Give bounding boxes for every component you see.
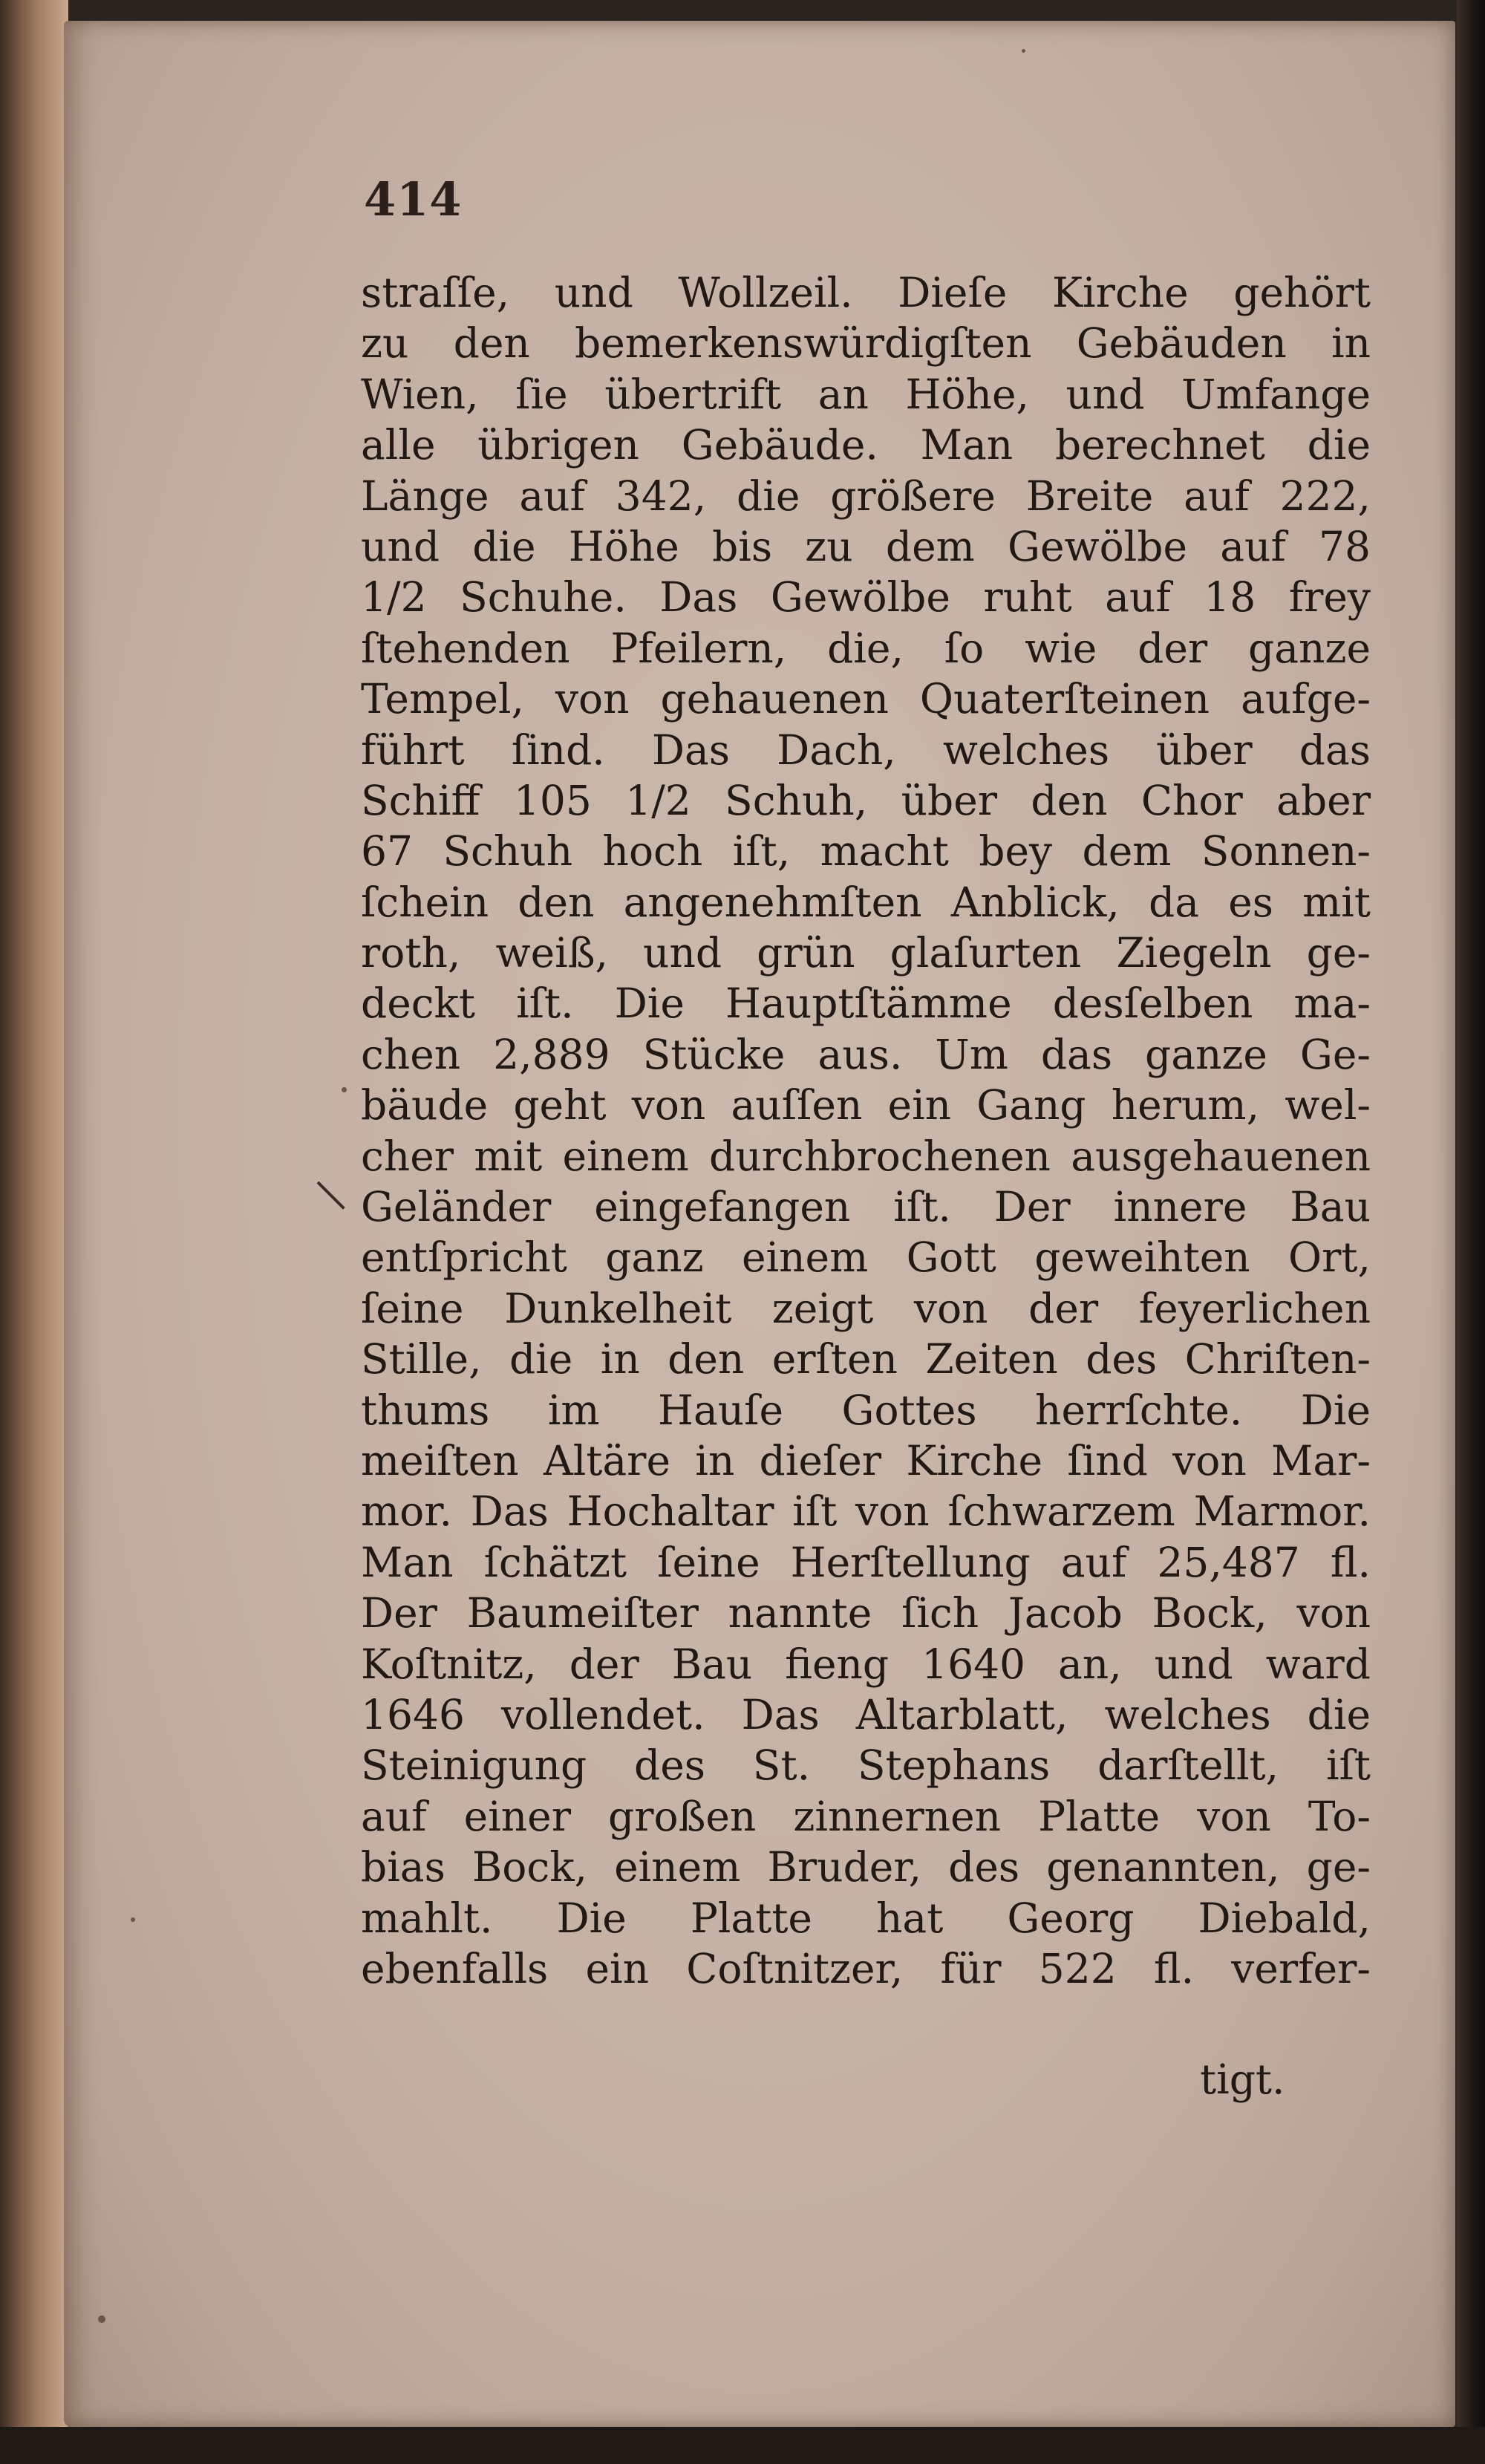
text-line: Stille, die in den erſten Zeiten des Chriſten- bbox=[361, 1335, 1371, 1383]
text-line: bias Bock, einem Bruder, des genannten, ge- bbox=[361, 1843, 1371, 1891]
text-line: bäude geht von auſſen ein Gang herum, wel- bbox=[361, 1081, 1371, 1130]
paper-speck bbox=[131, 1917, 135, 1922]
text-line: auf einer großen zinnernen Platte von To- bbox=[361, 1792, 1371, 1840]
text-line: meiſten Altäre in dieſer Kirche ſind von Mar- bbox=[361, 1436, 1371, 1484]
text-line: führt ſind. Das Dach, welches über das bbox=[361, 726, 1371, 774]
paper-speck bbox=[342, 1087, 347, 1092]
text-line: ſtehenden Pfeilern, die, ſo wie der ganze bbox=[361, 624, 1371, 672]
book-edge-right bbox=[1457, 0, 1485, 2464]
text-line: roth, weiß, und grün glaſurten Ziegeln ge- bbox=[361, 929, 1371, 977]
text-line: ſeine Dunkelheit zeigt von der feyerlichen bbox=[361, 1284, 1371, 1332]
text-line: Länge auf 342, die größere Breite auf 222, bbox=[361, 472, 1371, 520]
text-line: ſchein den angenehmſten Anblick, da es mit bbox=[361, 878, 1371, 926]
text-line: Tempel, von gehauenen Quaterſteinen aufge- bbox=[361, 675, 1371, 723]
text-line: und die Höhe bis zu dem Gewölbe auf 78 bbox=[361, 522, 1371, 570]
text-line: mor. Das Hochaltar iſt von ſchwarzem Marmor. bbox=[361, 1487, 1371, 1536]
text-line: Der Baumeiſter nannte ſich Jacob Bock, von bbox=[361, 1589, 1371, 1637]
text-line: 67 Schuh hoch iſt, macht bey dem Sonnen- bbox=[361, 827, 1371, 876]
text-line: deckt iſt. Die Hauptſtämme desſelben ma- bbox=[361, 980, 1371, 1028]
page-number: 414 bbox=[364, 172, 463, 226]
text-line: Geländer eingefangen iſt. Der innere Bau bbox=[361, 1183, 1371, 1231]
text-line: 1646 vollendet. Das Altarblatt, welches die bbox=[361, 1690, 1371, 1738]
paper-speck bbox=[98, 2315, 105, 2323]
book-edge-left bbox=[0, 0, 68, 2464]
text-line: thums im Hauſe Gottes herrſchte. Die bbox=[361, 1386, 1371, 1434]
text-line: Man ſchätzt ſeine Herſtellung auf 25,487 fl. bbox=[361, 1538, 1371, 1586]
text-line: mahlt. Die Platte hat Georg Diebald, bbox=[361, 1894, 1371, 1942]
paper-speck bbox=[1022, 49, 1025, 53]
text-line: chen 2,889 Stücke aus. Um das ganze Ge- bbox=[361, 1030, 1371, 1078]
text-line: alle übrigen Gebäude. Man berechnet die bbox=[361, 421, 1371, 469]
text-line: Koſtnitz, der Bau fieng 1640 an, und ward bbox=[361, 1640, 1371, 1688]
text-line: 1/2 Schuhe. Das Gewölbe ruht auf 18 frey bbox=[361, 573, 1371, 622]
text-line: straſſe, und Wollzeil. Dieſe Kirche gehört bbox=[361, 269, 1371, 316]
catchword: tigt. bbox=[1200, 2056, 1285, 2103]
text-line: cher mit einem durchbrochenen ausgehauenen bbox=[361, 1132, 1371, 1180]
text-line: zu den bemerkenswürdigſten Gebäuden in bbox=[361, 319, 1371, 368]
text-line: Wien, ſie übertrift an Höhe, und Umfange bbox=[361, 370, 1371, 418]
text-line: Steinigung des St. Stephans darſtellt, iſt bbox=[361, 1741, 1371, 1790]
text-line: Schiff 105 1/2 Schuh, über den Chor aber bbox=[361, 776, 1371, 824]
body-text bbox=[361, 267, 1371, 1994]
text-line: entſpricht ganz einem Gott geweihten Ort, bbox=[361, 1233, 1371, 1282]
scan-background-bottom bbox=[0, 2427, 1485, 2464]
text-line: ebenfalls ein Coſtnitzer, für 522 fl. verfer- bbox=[361, 1944, 1371, 1992]
